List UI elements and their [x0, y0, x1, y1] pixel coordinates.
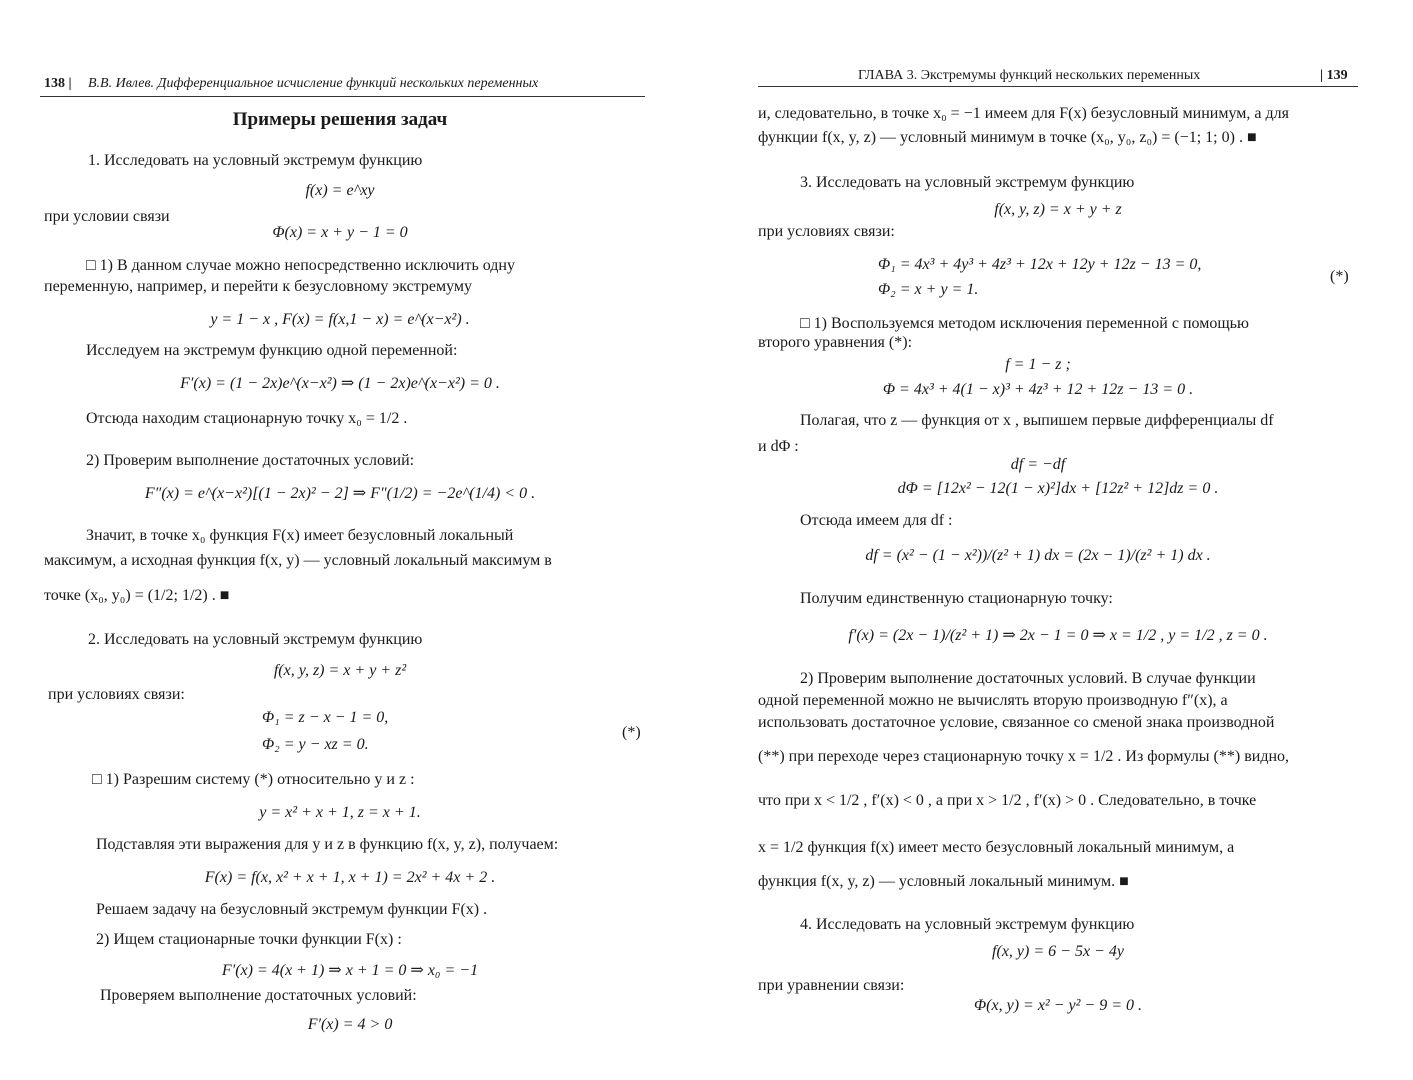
text-line: Исследуем на экстремум функцию одной переменной:: [86, 342, 458, 359]
text-line: □ 1) Воспользуемся методом исключения переменной с помощью: [800, 315, 1249, 332]
equation: y = 1 − x , F(x) = f(x,1 − x) = e^(x−x²) .: [210, 311, 470, 328]
text-line: при условиях связи:: [48, 686, 185, 703]
equation: df = (x² − (1 − x²))/(z² + 1) dx = (2x − 1)/(z² + 1) dx .: [865, 547, 1211, 564]
equation: Φ₁ = 4x³ + 4y³ + 4z³ + 12x + 12y + 12z − 13 = 0,: [878, 256, 1202, 273]
problem-2-statement: 2. Исследовать на условный экстремум функцию: [88, 631, 423, 648]
text-line: x = 1/2 функция f(x) имеет место безусловный локальный минимум, а: [758, 839, 1235, 856]
text-line: при условиях связи:: [758, 223, 895, 240]
problem-3-statement: 3. Исследовать на условный экстремум функцию: [800, 174, 1135, 191]
text-line: 2) Ищем стационарные точки функции F(x) :: [96, 931, 402, 948]
equation: f = 1 − z ;: [1005, 356, 1071, 373]
right-page-number: | 139: [1320, 68, 1348, 83]
left-page: [0, 0, 706, 1080]
text-line: Отсюда имеем для df :: [800, 512, 953, 529]
equation: Φ₂ = x + y = 1.: [878, 281, 979, 298]
equation: Φ(x, y) = x² − y² − 9 = 0 .: [973, 997, 1143, 1014]
text-line: Решаем задачу на безусловный экстремум функции F(x) .: [96, 901, 488, 918]
equation: F(x) = f(x, x² + x + 1, x + 1) = 2x² + 4x + 2 .: [204, 869, 496, 886]
equation: F′(x) = 4 > 0: [307, 1016, 393, 1033]
equation: Φ₂ = y − xz = 0.: [262, 736, 369, 753]
section-title: Примеры решения задач: [232, 109, 448, 130]
left-running-header: В.В. Ивлев. Дифференциальное исчисление функций нескольких переменных: [88, 76, 539, 91]
equation-label: (*): [1330, 268, 1349, 285]
left-page-number: 138 |: [44, 76, 72, 91]
equation: Φ(x) = x + y − 1 = 0: [272, 224, 408, 241]
text-line: Подставляя эти выражения для y и z в функцию f(x, y, z), получаем:: [96, 836, 559, 853]
text-line: и dΦ :: [758, 438, 799, 455]
text-line: Отсюда находим стационарную точку x₀ = 1/2 .: [86, 410, 408, 427]
equation: F′(x) = (1 − 2x)e^(x−x²) ⇒ (1 − 2x)e^(x−x²) = 0 .: [180, 375, 500, 392]
problem-4-statement: 4. Исследовать на условный экстремум функцию: [800, 916, 1135, 933]
equation-label: (*): [622, 724, 641, 741]
equation: F″(x) = e^(x−x²)[(1 − 2x)² − 2] ⇒ F″(1/2) = −2e^(1/4) < 0 .: [144, 485, 536, 502]
text-line: второго уравнения (*):: [758, 334, 913, 351]
text-line: переменную, например, и перейти к безусловному экстремуму: [44, 278, 472, 295]
equation: f(x, y, z) = x + y + z: [994, 201, 1122, 218]
equation: dΦ = [12x² − 12(1 − x)²]dx + [12z² + 12]dz = 0 .: [897, 480, 1219, 497]
text-line: □ 1) В данном случае можно непосредственно исключить одну: [86, 257, 515, 274]
text-line: 2) Проверим выполнение достаточных условий. В случае функции: [800, 670, 1256, 687]
equation: f(x, y) = 6 − 5x − 4y: [992, 943, 1124, 960]
text-line: Получим единственную стационарную точку:: [800, 590, 1113, 607]
right-header-rule: [758, 86, 1358, 87]
text-line: использовать достаточное условие, связанное со сменой знака производной: [758, 714, 1275, 731]
text-line: при уравнении связи:: [758, 977, 905, 994]
equation: f(x, y, z) = x + y + z²: [273, 662, 407, 679]
right-page: [706, 0, 1413, 1080]
text-line: 2) Проверим выполнение достаточных условий:: [86, 452, 415, 469]
text-line: Полагая, что z — функция от x , выпишем первые дифференциалы df: [800, 412, 1274, 429]
text-line: функция f(x, y, z) — условный локальный минимум. ■: [758, 873, 1129, 890]
equation: f(x) = e^xy: [305, 182, 375, 199]
equation: y = x² + x + 1, z = x + 1.: [259, 804, 421, 821]
text-line: максимум, а исходная функция f(x, y) — условный локальный максимум в: [44, 552, 552, 569]
text-line: Проверяем выполнение достаточных условий:: [100, 987, 417, 1004]
text-line: одной переменной можно не вычислять вторую производную f″(x), а: [758, 692, 1228, 709]
equation: f′(x) = (2x − 1)/(z² + 1) ⇒ 2x − 1 = 0 ⇒ x = 1/2 , y = 1/2 , z = 0 .: [848, 627, 1268, 644]
equation: df = −df: [1010, 456, 1066, 473]
equation: F′(x) = 4(x + 1) ⇒ x + 1 = 0 ⇒ x₀ = −1: [221, 962, 479, 979]
problem-1-statement: 1. Исследовать на условный экстремум функцию: [88, 152, 423, 169]
text-line: точке (x₀, y₀) = (1/2; 1/2) . ■: [44, 587, 230, 604]
right-running-header: ГЛАВА 3. Экстремумы функций нескольких переменных: [858, 68, 1201, 83]
text-line: что при x < 1/2 , f′(x) < 0 , а при x > 1/2 , f′(x) > 0 . Следовательно, в точке: [758, 792, 1257, 809]
equation: Φ = 4x³ + 4(1 − x)³ + 4z³ + 12 + 12z − 13 = 0 .: [882, 381, 1194, 398]
text-line: □ 1) Разрешим систему (*) относительно y и z :: [92, 771, 415, 788]
left-header-rule: [40, 96, 645, 97]
text-line: Значит, в точке x₀ функция F(x) имеет безусловный локальный: [86, 527, 514, 544]
text-line: при условии связи: [44, 208, 170, 225]
text-line: и, следовательно, в точке x₀ = −1 имеем для F(x) безусловный минимум, а для: [758, 105, 1289, 122]
text-line: функции f(x, y, z) — условный минимум в точке (x₀, y₀, z₀) = (−1; 1; 0) . ■: [758, 129, 1257, 146]
text-line: (**) при переходе через стационарную точку x = 1/2 . Из формулы (**) видно,: [758, 748, 1290, 765]
equation: Φ₁ = z − x − 1 = 0,: [262, 709, 389, 726]
